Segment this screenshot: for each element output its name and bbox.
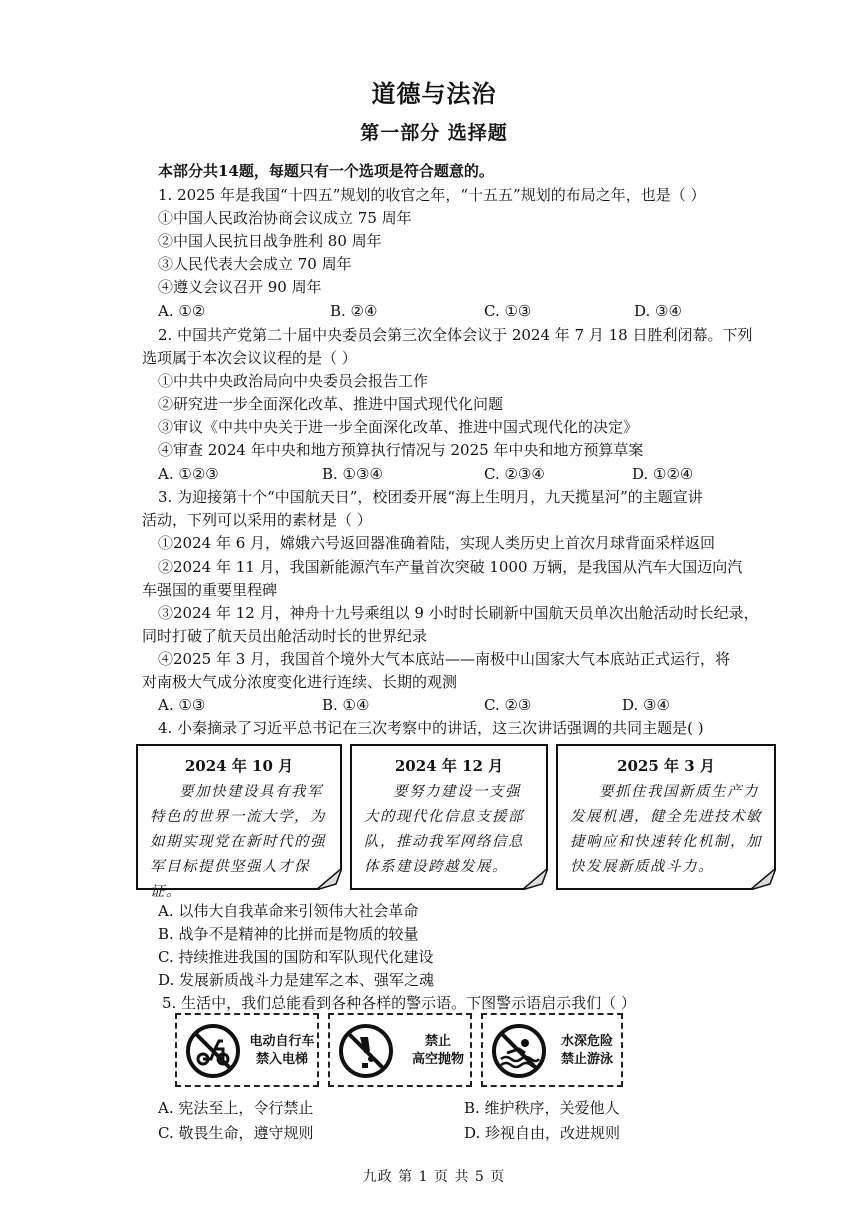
quote-date: 2024 年 10 月 xyxy=(184,757,294,775)
q3-option-c: C. ②③ xyxy=(484,696,532,714)
q5-stem: 5. 生活中，我们总能看到各种各样的警示语。下图警示语启示我们（ ） xyxy=(162,994,636,1012)
warning-sign xyxy=(328,1013,472,1087)
q3-item: ④2025 年 3 月，我国首个境外大气本底站——南极中山国家大气本底站正式运行，将 xyxy=(158,650,731,668)
q2-item: ④审查 2024 年中央和地方预算执行情况与 2025 年中央和地方预算草案 xyxy=(158,441,644,459)
page-title: 道德与法治 xyxy=(371,79,497,108)
q2-item: ②研究进一步全面深化改革、推进中国式现代化问题 xyxy=(158,395,504,413)
q3-item: ②2024 年 11 月，我国新能源汽车产量首次突破 1000 万辆，是我国从汽车大国迈向汽 xyxy=(158,558,743,576)
q3-stem: 3. 为迎接第十个“中国航天日”，校团委开展“海上生明月，九天揽星河”的主题宣讲 xyxy=(158,488,703,506)
page-footer: 九政 第 1 页 共 5 页 xyxy=(362,1169,506,1185)
q3-item-cont: 车强国的重要里程碑 xyxy=(142,581,278,599)
quote-date: 2024 年 12 月 xyxy=(394,757,504,775)
q3-item-cont: 同时打破了航天员出舱活动时长的世界纪录 xyxy=(142,627,428,645)
page-curl-icon xyxy=(522,868,548,890)
page-curl-icon xyxy=(316,868,342,890)
q2-option-b: B. ①③④ xyxy=(322,465,383,483)
q1-stem: 1. 2025 年是我国“十四五”规划的收官之年，“十五五”规划的布局之年，也是（ ） xyxy=(158,186,706,204)
q1-option-c: C. ①③ xyxy=(484,302,532,320)
quote-date: 2025 年 3 月 xyxy=(617,757,715,775)
quote-text: 要努力建设一支强大的现代化信息支援部队，推动我军网络信息体系建设跨越发展。 xyxy=(364,784,524,875)
warning-sign xyxy=(175,1013,319,1087)
q1-item: ②中国人民抗日战争胜利 80 周年 xyxy=(158,232,382,250)
q3-option-a: A. ①③ xyxy=(158,696,206,714)
q1-item: ④遵义会议召开 90 周年 xyxy=(158,278,322,296)
q2-item: ①中共中央政治局向中央委员会报告工作 xyxy=(158,372,429,390)
q4-option-d: D. 发展新质战斗力是建军之本、强军之魂 xyxy=(158,971,435,989)
q1-option-d: D. ③④ xyxy=(634,302,682,320)
q2-option-c: C. ②③④ xyxy=(484,465,545,483)
q4-option-c: C. 持续推进我国的国防和军队现代化建设 xyxy=(158,948,434,966)
quote-text: 要加快建设具有我军特色的世界一流大学，为如期实现党在新时代的强军目标提供坚强人才保证。 xyxy=(150,784,326,900)
q1-option-b: B. ②④ xyxy=(330,302,378,320)
q5-option-b: B. 维护秩序，关爱他人 xyxy=(464,1099,620,1117)
q2-item: ③审议《中共中央关于进一步全面深化改革、推进中国式现代化的决定》 xyxy=(158,418,639,436)
q4-option-b: B. 战争不是精神的比拼而是物质的较量 xyxy=(158,925,419,943)
q3-stem-cont: 活动，下列可以采用的素材是（ ） xyxy=(142,511,372,529)
q1-item: ③人民代表大会成立 70 周年 xyxy=(158,255,352,273)
sign-label: 水深危险 xyxy=(560,1034,613,1049)
sign-label: 电动自行车 xyxy=(249,1034,315,1049)
sign-label: 禁入电梯 xyxy=(255,1052,308,1067)
q3-item: ①2024 年 6 月，嫦娥六号返回器准确着陆，实现人类历史上首次月球背面采样返回 xyxy=(158,534,716,552)
q2-option-a: A. ①②③ xyxy=(158,465,219,483)
section-intro: 本部分共14题，每题只有一个选项是符合题意的。 xyxy=(158,162,494,180)
q4-stem: 4. 小秦摘录了习近平总书记在三次考察中的讲话，这三次讲话强调的共同主题是( ) xyxy=(158,719,704,737)
q1-option-a: A. ①② xyxy=(158,302,206,320)
page-curl-icon xyxy=(750,868,776,890)
sign-label: 禁止 xyxy=(424,1034,451,1049)
q2-stem: 2. 中国共产党第二十届中央委员会第三次全体会议于 2024 年 7 月 18 日胜利闭幕。下列 xyxy=(158,326,753,344)
sign-label: 禁止游泳 xyxy=(560,1052,613,1067)
q1-item: ①中国人民政治协商会议成立 75 周年 xyxy=(158,209,412,227)
q5-option-c: C. 敬畏生命，遵守规则 xyxy=(158,1124,314,1142)
sign-label: 高空抛物 xyxy=(411,1052,464,1067)
q2-option-d: D. ①②④ xyxy=(632,465,694,483)
section-title: 第一部分 选择题 xyxy=(360,122,508,144)
q5-option-d: D. 珍视自由，改进规则 xyxy=(464,1124,621,1142)
quote-text: 要抓住我国新质生产力发展机遇，健全先进技术敏捷响应和快速转化机制，加快发展新质战斗力。 xyxy=(570,784,762,875)
quote-box xyxy=(556,744,776,890)
quote-box xyxy=(136,744,342,900)
q3-option-d: D. ③④ xyxy=(622,696,670,714)
no-swimming-icon xyxy=(491,1023,547,1079)
q3-option-b: B. ①④ xyxy=(322,696,370,714)
q2-stem-cont: 选项属于本次会议议程的是（ ） xyxy=(142,349,357,367)
q5-option-a: A. 宪法至上，令行禁止 xyxy=(158,1099,314,1117)
no-ebike-icon xyxy=(185,1023,241,1079)
quote-box xyxy=(350,744,548,890)
q4-option-a: A. 以伟大自我革命来引领伟大社会革命 xyxy=(158,902,419,920)
q3-item-cont: 对南极大气成分浓度变化进行连续、长期的观测 xyxy=(142,673,458,691)
q3-item: ③2024 年 12 月，神舟十九号乘组以 9 小时时长刷新中国航天员单次出舱活动时长纪录， xyxy=(158,604,759,622)
no-throwing-icon xyxy=(338,1023,394,1079)
warning-sign xyxy=(481,1013,623,1087)
